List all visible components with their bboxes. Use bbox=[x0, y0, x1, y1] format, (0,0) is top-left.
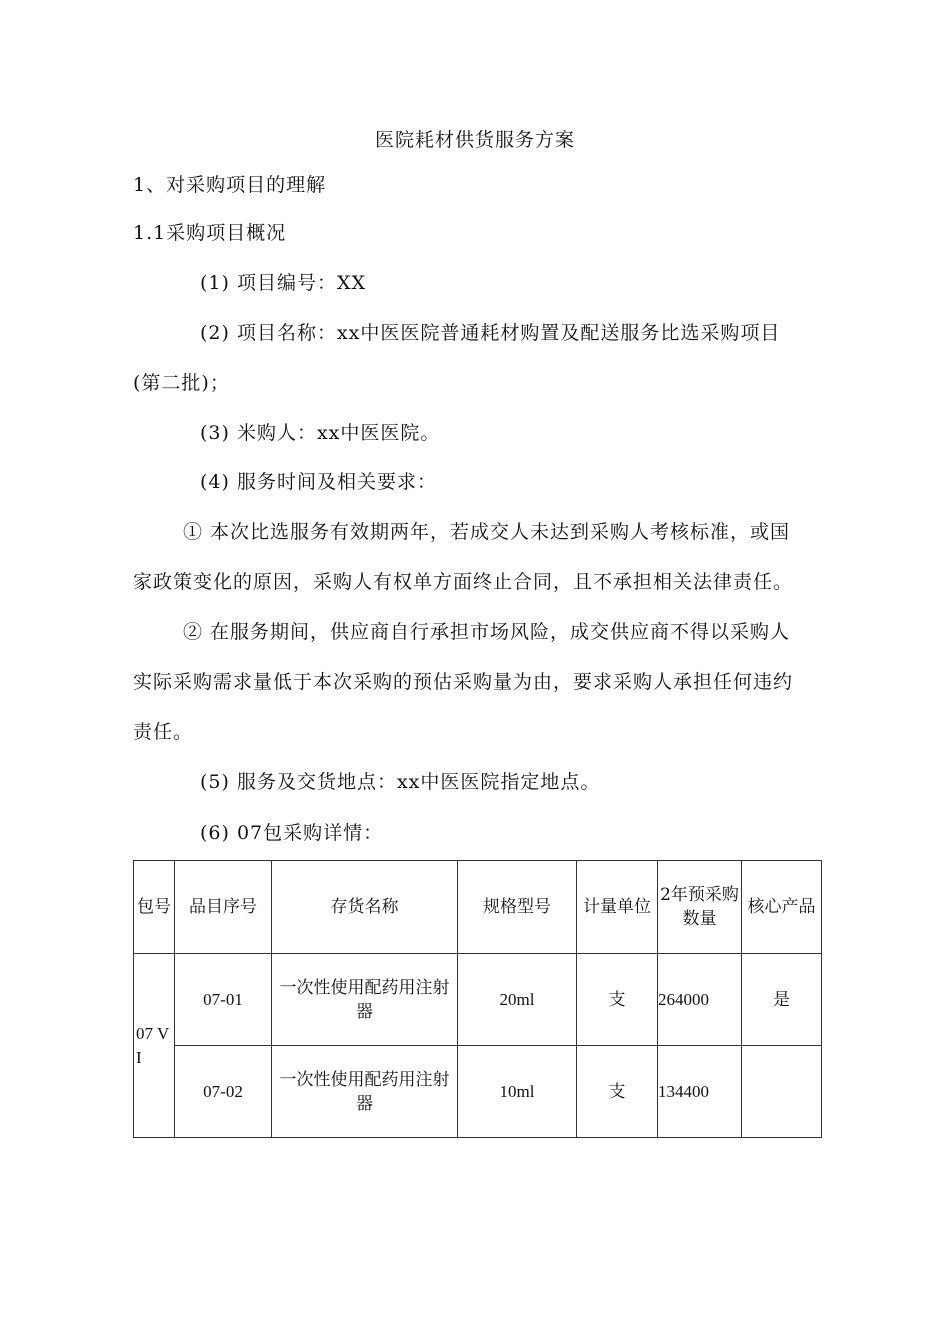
paragraph-2-line-3: 责任。 bbox=[133, 721, 194, 743]
paragraph-1-line-2: 家政策变化的原因，采购人有权单方面终止合同，且不承担相关法律责任。 bbox=[133, 571, 794, 593]
header-quantity: 2年预采购数量 bbox=[658, 861, 742, 954]
quantity-cell: 264000 bbox=[658, 954, 742, 1046]
header-item-sequence: 品目序号 bbox=[175, 861, 272, 954]
core-product-cell bbox=[742, 1046, 822, 1138]
item-project-number: (1) 项目编号：XX bbox=[200, 272, 367, 294]
paragraph-1-line-1: ① 本次比选服务有效期两年，若成交人未达到采购人考核标准，或国 bbox=[183, 521, 791, 543]
inventory-name-cell: 一次性使用配药用注射器 bbox=[272, 954, 458, 1046]
item-sequence-cell: 07-02 bbox=[175, 1046, 272, 1138]
procurement-table bbox=[133, 860, 822, 1138]
table-header-row bbox=[134, 861, 822, 954]
item-project-name: (2) 项目名称：xx中医医院普通耗材购置及配送服务比选采购项目 bbox=[200, 322, 781, 344]
package-number-cell: 07 VI bbox=[134, 954, 175, 1138]
header-package-number: 包号 bbox=[134, 861, 175, 954]
table-row bbox=[134, 954, 822, 1046]
item-sequence-cell: 07-01 bbox=[175, 954, 272, 1046]
specification-cell: 20ml bbox=[458, 954, 577, 1046]
header-unit: 计量单位 bbox=[577, 861, 658, 954]
paragraph-2-line-1: ② 在服务期间，供应商自行承担市场风险，成交供应商不得以采购人 bbox=[183, 621, 791, 643]
header-inventory-name: 存货名称 bbox=[272, 861, 458, 954]
section-heading-1-1: 1.1采购项目概况 bbox=[133, 222, 287, 244]
core-product-cell: 是 bbox=[742, 954, 822, 1046]
unit-cell: 支 bbox=[577, 1046, 658, 1138]
specification-cell: 10ml bbox=[458, 1046, 577, 1138]
item-project-name-cont: (第二批)； bbox=[133, 372, 230, 394]
item-service-time: (4) 服务时间及相关要求： bbox=[200, 471, 437, 493]
unit-cell: 支 bbox=[577, 954, 658, 1046]
paragraph-2-line-2: 实际采购需求量低于本次采购的预估采购量为由，要求采购人承担任何违约 bbox=[133, 671, 794, 693]
header-specification: 规格型号 bbox=[458, 861, 577, 954]
item-purchaser: (3) 米购人：xx中医医院。 bbox=[200, 422, 441, 444]
section-heading-1: 1、对采购项目的理解 bbox=[133, 174, 327, 196]
item-package-details: (6) 07包采购详情： bbox=[200, 822, 384, 844]
item-delivery-location: (5) 服务及交货地点：xx中医医院指定地点。 bbox=[200, 771, 601, 793]
document-title: 医院耗材供货服务方案 bbox=[374, 129, 575, 151]
inventory-name-cell: 一次性使用配药用注射器 bbox=[272, 1046, 458, 1138]
quantity-cell: 134400 bbox=[658, 1046, 742, 1138]
table-row bbox=[134, 1046, 822, 1138]
header-core-product: 核心产品 bbox=[742, 861, 822, 954]
